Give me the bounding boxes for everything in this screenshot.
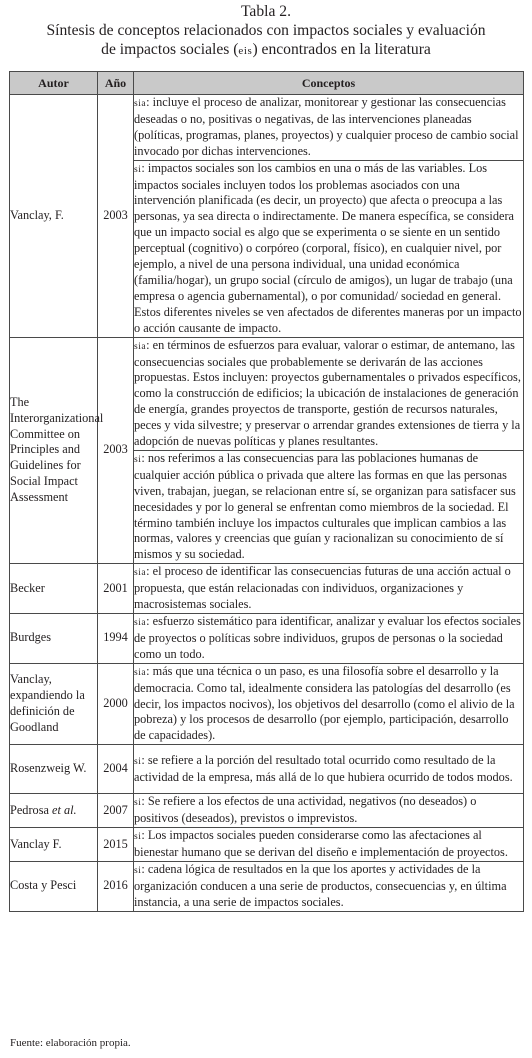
author-cell: Vanclay F.	[10, 828, 98, 862]
table-row	[10, 828, 524, 862]
year-cell: 1994	[98, 614, 134, 664]
author-cell: Vanclay, F.	[10, 95, 98, 338]
header-anio: Año	[98, 72, 134, 95]
si-abbreviation: si	[134, 831, 142, 843]
concept-cell: sia: el proceso de identificar las consecuencias futuras de una acción actual o propuesta, que están relacionadas con individuos, organizaciones y macrosistemas sociales.	[134, 564, 524, 614]
eis-abbreviation: eis	[238, 45, 253, 57]
table-row	[10, 564, 524, 614]
si-abbreviation: si	[134, 163, 142, 175]
concept-cell: sia: esfuerzo sistemático para identificar, analizar y evaluar los efectos sociales de proyectos o políticas sobre individuos, grupos de personas o la sociedad como un todo.	[134, 614, 524, 664]
year-cell: 2001	[98, 564, 134, 614]
sia-abbreviation: sia	[134, 98, 147, 109]
concept-cell: sia: más que una técnica o un paso, es una filosofía sobre el desarrollo y la democracia. Como tal, idealmente considera las patologías del desarrollo (es decir, los impactos nocivos), los objetivos del desarrollo (como el alivio de la pobreza) y los procesos de desarrollo (por ejemplo, participación, desarrollo de capacidades).	[134, 663, 524, 745]
author-cell: Becker	[10, 564, 98, 614]
concept-cell: si: cadena lógica de resultados en la que los aportes y actividades de la organización conducen a una serie de productos, consecuencias y, en última instancia, a una serie de impactos sociales.	[134, 861, 524, 911]
sia-abbreviation: sia	[134, 340, 147, 352]
table-caption-number: Tabla 2.	[240, 3, 291, 20]
concept-cell: si: Los impactos sociales pueden considerarse como las afectaciones al bienestar humano que se derivan del diseño e implementación de proyectos.	[134, 828, 524, 862]
author-cell: Costa y Pesci	[10, 861, 98, 911]
year-cell: 2004	[98, 745, 134, 794]
concept-cell: si: Se refiere a los efectos de una actividad, negativos (no deseados) o positivos (deseados), previstos o imprevistos.	[134, 794, 524, 828]
concept-cell: sia: en términos de esfuerzos para evaluar, valorar o estimar, de antemano, las consecuencias sociales que probablemente se derivarán de las acciones propuestas. Estos incluyen: proyectos gubernamentales o privados específicos, como la construcción de edificios; la ubicación de instalaciones de generación de energía, grandes proyectos de transporte, gestión de recursos naturales, peces y vida silvestre; y preservar o arrendar grandes extensiones de tierra y la adopción de nuevas políticas y planes resultantes.	[134, 337, 524, 450]
concept-cell: si: nos referimos a las consecuencias para las poblaciones humanas de cualquier acción pública o privada que altere las formas en que las personas viven, trabajan, juegan, se relacionan entre sí, se organizan para satisfacer sus necesidades y por lo general se enfrentan como miembros de la sociedad. El término también incluye los impactos culturales que implican cambios a las normas, valores y creencias que guían y racionalizan su conocimiento de sí mismos y su sociedad.	[134, 450, 524, 563]
sia-abbreviation: sia	[134, 567, 147, 579]
table-row	[10, 663, 524, 745]
author-cell: Pedrosa et al.	[10, 794, 98, 828]
author-cell: Rosenzweig W.	[10, 745, 98, 794]
table-row	[10, 745, 524, 794]
author-cell: Vanclay, expandiendo la definición de Goodland	[10, 663, 98, 745]
si-abbreviation: si	[134, 864, 142, 876]
si-abbreviation: si	[134, 797, 142, 809]
author-cell: Burdges	[10, 614, 98, 664]
header-conceptos: Conceptos	[134, 72, 524, 95]
concept-cell: si: se refiere a la porción del resultado total ocurrido como resultado de la actividad de la empresa, más allá de lo que hubiera ocurrido de todos modos.	[134, 745, 524, 794]
author-cell: The Interorganizational Committee on Principles and Guidelines for Social Impact Assessment	[10, 337, 98, 564]
source-note: Fuente: elaboración propia.	[10, 1037, 131, 1049]
concepts-table	[9, 71, 524, 912]
table-row	[10, 337, 524, 450]
concept-cell: si: impactos sociales son los cambios en una o más de las variables. Los impactos sociales incluyen todos los problemas asociados con una intervención planificada (es decir, un proyecto) que afecta o preocupa a las personas, ya sea directa o indirectamente. De manera específica, se considera que un impacto social es algo que se experimenta o se siente en un sentido perceptual (cognitivo) o corpóreo (corporal, físico), en cualquier nivel, por ejemplo, a nivel de una persona individual, una unidad económica (familia/hogar), un grupo social (círculo de amigos), un lugar de trabajo (una empresa o agencia gubernamental), o por comunidad/ sociedad en general. Estos diferentes niveles se ven afectados de diferentes maneras por un impacto o acción causante de impacto.	[134, 160, 524, 337]
year-cell: 2003	[98, 95, 134, 338]
year-cell: 2016	[98, 861, 134, 911]
table-row	[10, 614, 524, 664]
table-row	[10, 95, 524, 161]
table-header-row	[10, 72, 524, 95]
year-cell: 2003	[98, 337, 134, 564]
year-cell: 2007	[98, 794, 134, 828]
sia-abbreviation: sia	[134, 617, 147, 628]
sia-abbreviation: sia	[134, 666, 147, 678]
concept-cell: sia: incluye el proceso de analizar, monitorear y gestionar las consecuencias deseadas o no, positivas o negativas, de las intervenciones planeadas (políticas, programas, planes, proyectos) y cualquier proceso de cambio social invocado por dichas intervenciones.	[134, 95, 524, 161]
si-abbreviation: si	[134, 755, 142, 767]
table-title: Síntesis de conceptos relacionados con impactos sociales y evaluación	[46, 22, 486, 39]
table-row	[10, 861, 524, 911]
year-cell: 2015	[98, 828, 134, 862]
year-cell: 2000	[98, 663, 134, 745]
table-row	[10, 794, 524, 828]
table-title-line-2: de impactos sociales (eis) encontrados en la literatura	[101, 41, 431, 58]
header-autor: Autor	[10, 72, 98, 95]
si-abbreviation: si	[134, 453, 142, 465]
